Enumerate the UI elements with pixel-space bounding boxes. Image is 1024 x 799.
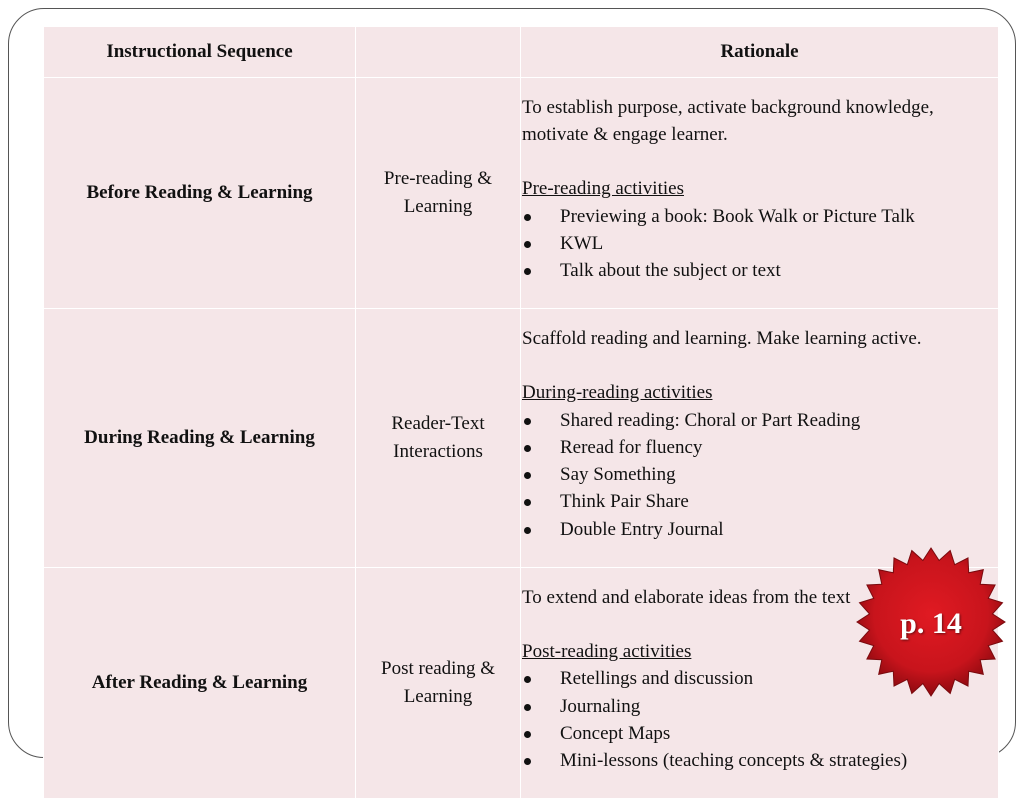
- activities-title: Pre-reading activities: [522, 178, 684, 200]
- rationale-cell: [521, 309, 999, 568]
- list-item: Retellings and discussion: [522, 665, 996, 692]
- stage-before: Before Reading & Learning: [44, 78, 356, 309]
- page-badge-seal-icon: [855, 546, 1007, 698]
- header-rationale: Rationale: [521, 27, 999, 78]
- list-item: Double Entry Journal: [522, 516, 996, 543]
- list-item: Previewing a book: Book Walk or Picture Talk: [522, 203, 996, 230]
- list-item: Think Pair Share: [522, 488, 996, 515]
- sub-stage-reader-text: Reader-Text Interactions: [356, 309, 521, 568]
- rationale-text: To extend and elaborate ideas from the text: [522, 586, 851, 608]
- rationale-text: Scaffold reading and learning. Make learning active.: [522, 327, 922, 349]
- page-badge-text: p. 14: [900, 607, 962, 640]
- stage-after: After Reading & Learning: [44, 568, 356, 799]
- list-item: Mini-lessons (teaching concepts & strategies): [522, 747, 996, 774]
- activities-list: [522, 407, 996, 543]
- activities-title: Post-reading activities: [522, 640, 692, 662]
- activities-list: [522, 203, 996, 285]
- activities-title: During-reading activities: [522, 382, 713, 404]
- sub-stage-pre-reading: Pre-reading & Learning: [356, 78, 521, 309]
- list-item: Journaling: [522, 693, 996, 720]
- stage-during: During Reading & Learning: [44, 309, 356, 568]
- list-item: Shared reading: Choral or Part Reading: [522, 407, 996, 434]
- list-item: Reread for fluency: [522, 434, 996, 461]
- header-instructional-sequence: Instructional Sequence: [44, 27, 356, 78]
- table-header-row: [44, 27, 999, 78]
- table-row: [44, 309, 999, 568]
- sub-stage-post-reading: Post reading & Learning: [356, 568, 521, 799]
- list-item: Concept Maps: [522, 720, 996, 747]
- list-item: Say Something: [522, 461, 996, 488]
- rationale-cell: [521, 78, 999, 309]
- rationale-text: To establish purpose, activate background knowledge, motivate & engage learner.: [522, 96, 934, 145]
- list-item: Talk about the subject or text: [522, 257, 996, 284]
- list-item: KWL: [522, 230, 996, 257]
- table-row: [44, 78, 999, 309]
- header-empty: [356, 27, 521, 78]
